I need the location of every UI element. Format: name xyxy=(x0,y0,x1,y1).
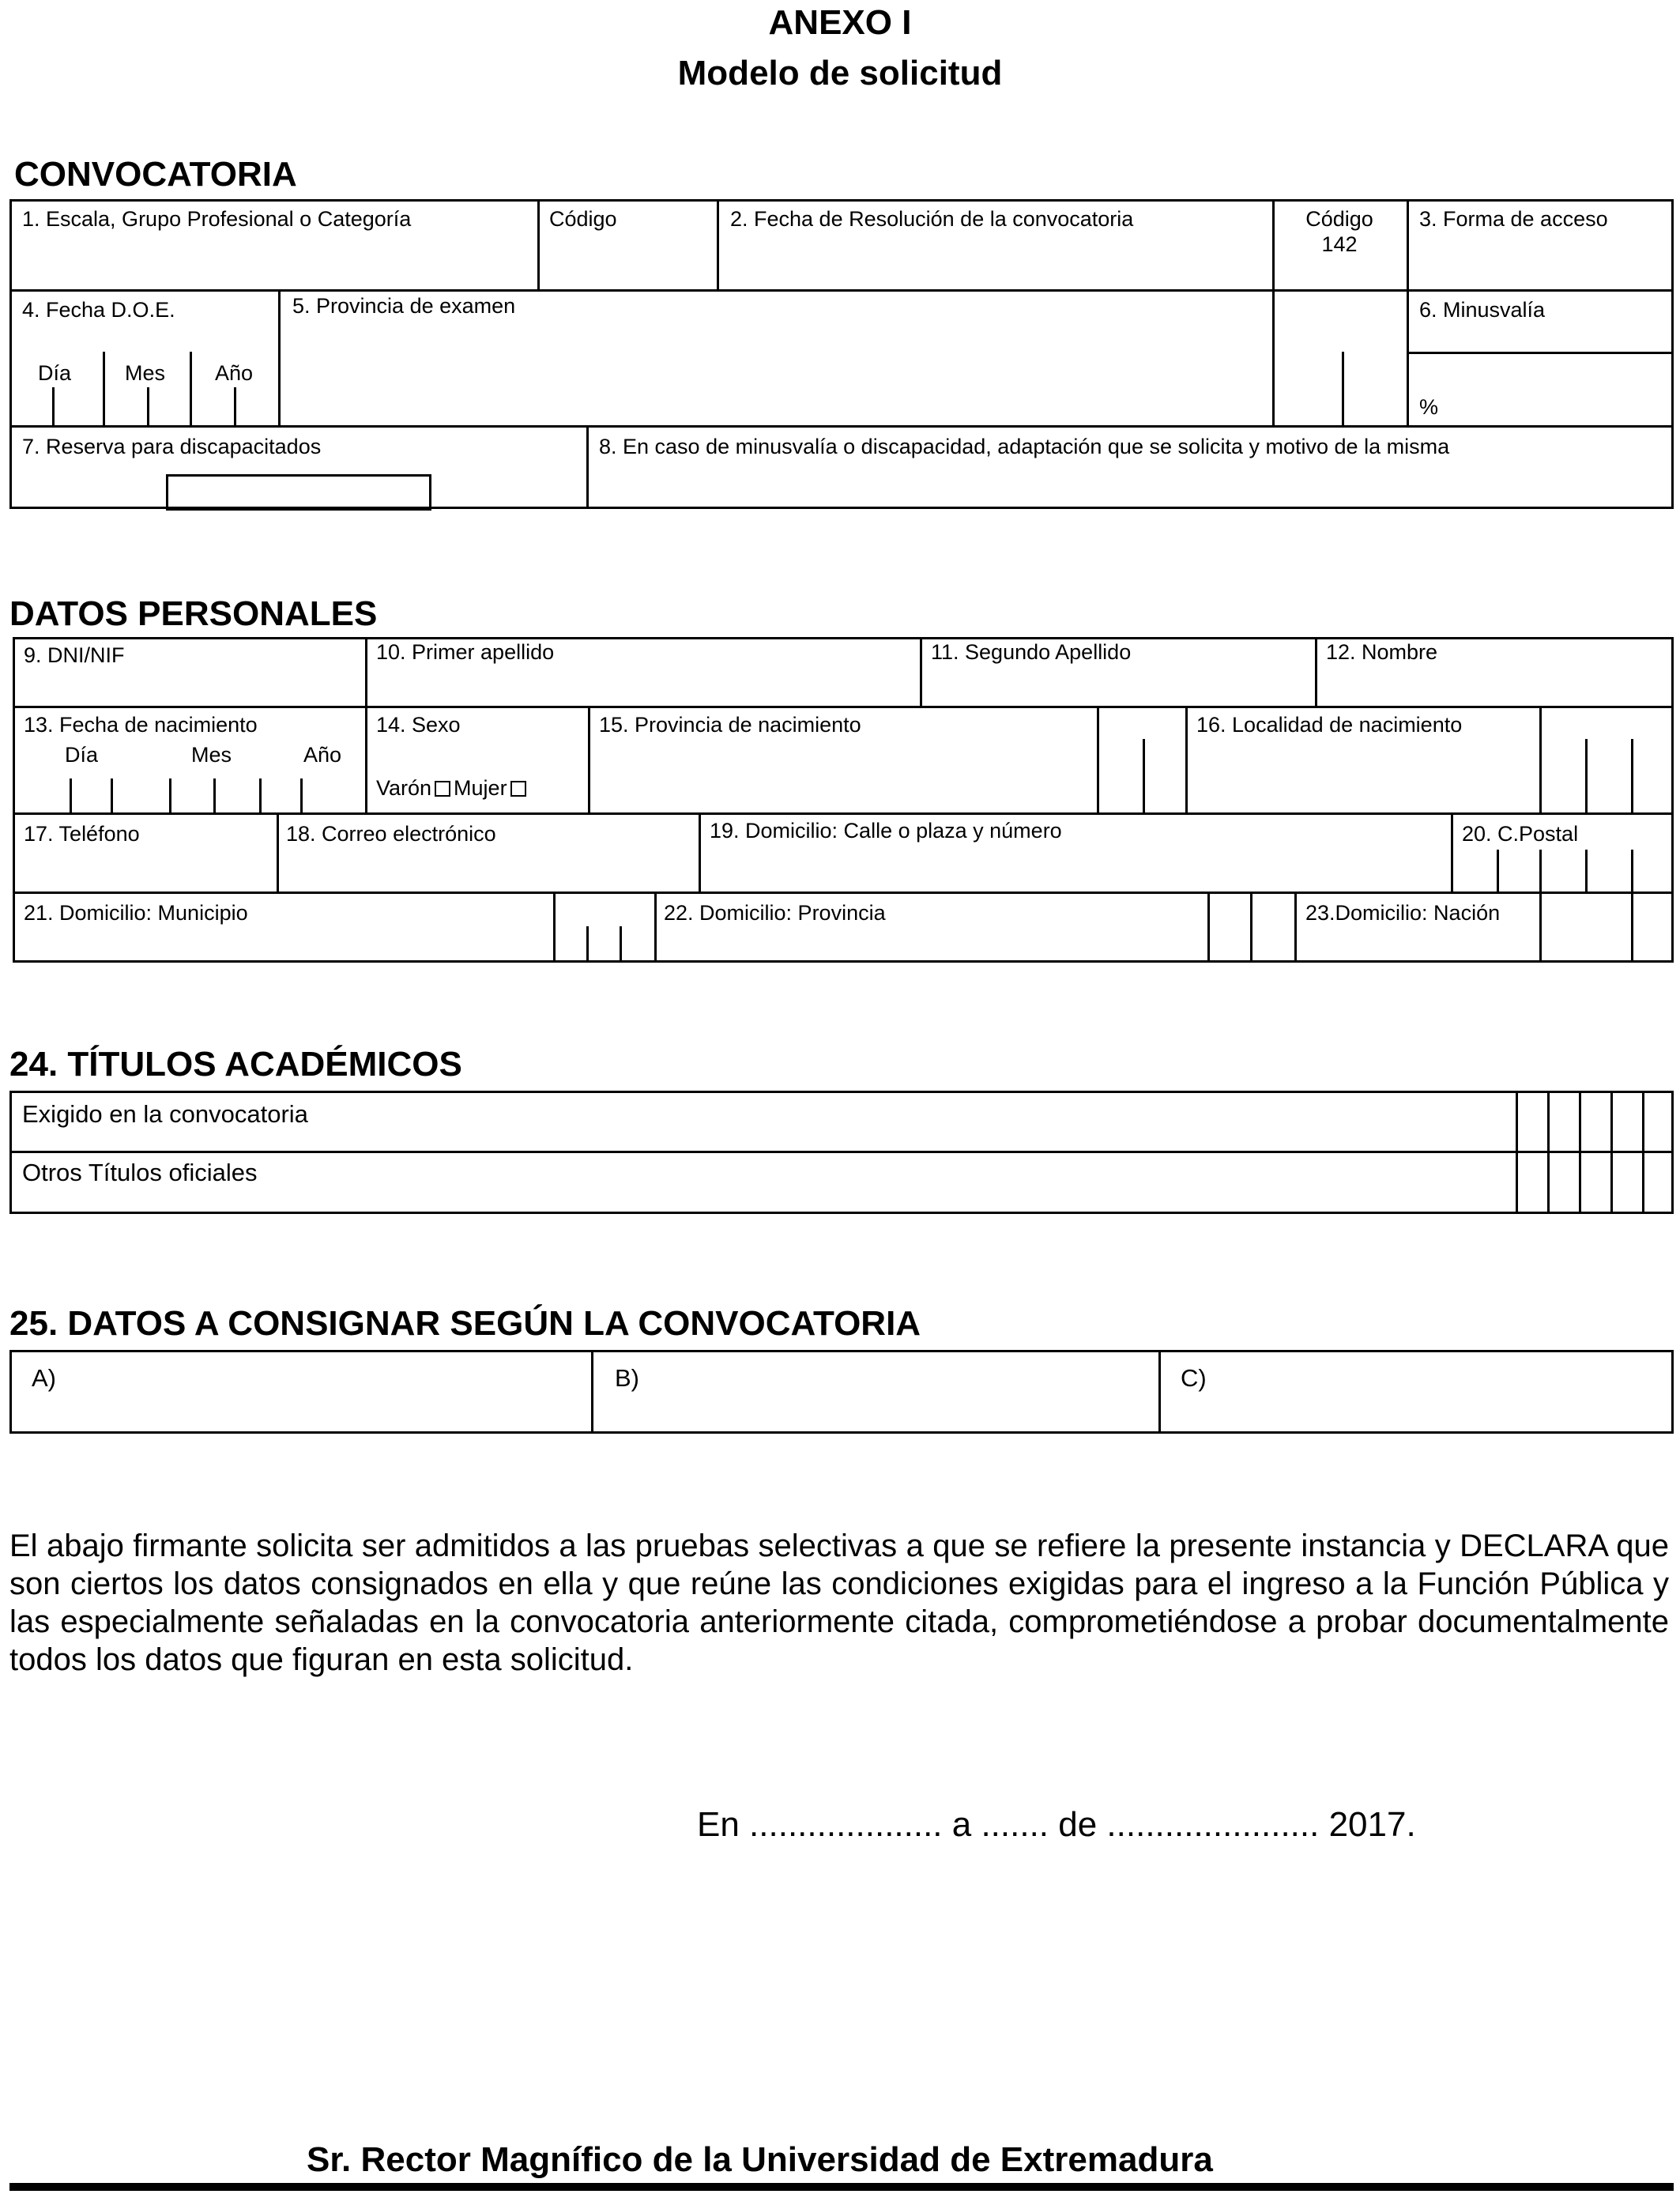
field-provincia-nacimiento-label: 15. Provincia de nacimiento xyxy=(599,713,861,737)
mujer-checkbox[interactable] xyxy=(510,781,526,797)
field-nombre-label: 12. Nombre xyxy=(1326,640,1438,664)
field-domicilio-calle-label: 19. Domicilio: Calle o plaza y número xyxy=(710,819,1062,843)
field-codigo-postal-label: 20. C.Postal xyxy=(1462,822,1579,846)
varon-label: Varón xyxy=(376,776,432,800)
field-escala-label: 1. Escala, Grupo Profesional o Categoría xyxy=(22,207,412,231)
addressee: Sr. Rector Magnífico de la Universidad de Extremadura xyxy=(307,2140,1213,2179)
field-localidad-nacimiento-label: 16. Localidad de nacimiento xyxy=(1196,713,1463,737)
declaration-paragraph: El abajo firmante solicita ser admitidos a las pruebas selectivas a que se refiere la presente instancia y DECLARA que son ciertos los datos consignados en ella y que reúne las condiciones exigidas para el ingreso a la Función Pública y las especialmente señaladas en la convocatoria anteriormente citada, comprometiéndose a probar documentalmente todos los datos que figuran en esta solicitud. xyxy=(9,1529,1669,1677)
varon-checkbox[interactable] xyxy=(435,781,450,797)
annex-title: ANEXO I xyxy=(768,3,912,42)
reserva-input-box[interactable] xyxy=(166,474,431,511)
field-reserva-label: 7. Reserva para discapacitados xyxy=(22,435,322,458)
field-minusvalia-label: 6. Minusvalía xyxy=(1419,298,1546,322)
field-provincia-examen-label: 5. Provincia de examen xyxy=(292,294,516,318)
field-adaptacion-label: 8. En caso de minusvalía o discapacidad, adaptación que se solicita y motivo de la misma xyxy=(599,435,1450,458)
field-fecha-doe-label: 4. Fecha D.O.E. xyxy=(22,298,175,322)
section-title-datos-consignar: 25. DATOS A CONSIGNAR SEGÚN LA CONVOCATORIA xyxy=(9,1304,921,1343)
label-dia-nacimiento: Día xyxy=(65,743,99,767)
field-codigo2-value: 142 xyxy=(1321,232,1358,256)
field-fecha-resolucion-label: 2. Fecha de Resolución de la convocatoria xyxy=(730,207,1134,231)
field-sexo-label: 14. Sexo xyxy=(376,713,461,737)
bottom-rule xyxy=(9,2183,1674,2191)
titulo-otros-label: Otros Títulos oficiales xyxy=(22,1159,258,1186)
percent-sign: % xyxy=(1419,395,1439,419)
form-subtitle: Modelo de solicitud xyxy=(677,54,1003,92)
field-codigo-label: Código xyxy=(549,207,617,231)
section-title-titulos: 24. TÍTULOS ACADÉMICOS xyxy=(9,1045,462,1084)
field-dni-label: 9. DNI/NIF xyxy=(24,643,125,667)
consignar-b-label: B) xyxy=(615,1364,639,1392)
field-segundo-apellido-label: 11. Segundo Apellido xyxy=(931,640,1132,664)
field-provincia-label: 22. Domicilio: Provincia xyxy=(664,901,886,925)
mujer-label: Mujer xyxy=(454,776,507,800)
field-fecha-nacimiento-label: 13. Fecha de nacimiento xyxy=(24,713,258,737)
field-primer-apellido-label: 10. Primer apellido xyxy=(376,640,555,664)
section-title-convocatoria: CONVOCATORIA xyxy=(14,155,297,194)
field-telefono-label: 17. Teléfono xyxy=(24,822,140,846)
label-mes: Mes xyxy=(125,361,166,385)
field-municipio-label: 21. Domicilio: Municipio xyxy=(24,901,248,925)
field-correo-label: 18. Correo electrónico xyxy=(286,822,496,846)
consignar-a-label: A) xyxy=(32,1364,56,1392)
titulo-exigido-label: Exigido en la convocatoria xyxy=(22,1100,308,1128)
label-dia: Día xyxy=(38,361,72,385)
consignar-c-label: C) xyxy=(1181,1364,1207,1392)
sexo-options xyxy=(376,776,529,801)
field-forma-acceso-label: 3. Forma de acceso xyxy=(1419,207,1608,231)
label-mes-nacimiento: Mes xyxy=(191,743,232,767)
field-codigo2-label: Código xyxy=(1305,207,1373,231)
label-anio-nacimiento: Año xyxy=(303,743,342,767)
section-title-datos-personales: DATOS PERSONALES xyxy=(9,594,378,633)
field-nacion-label: 23.Domicilio: Nación xyxy=(1305,901,1501,925)
place-date-line: En .................... a ....... de ...................... 2017. xyxy=(697,1805,1416,1844)
label-anio: Año xyxy=(215,361,254,385)
